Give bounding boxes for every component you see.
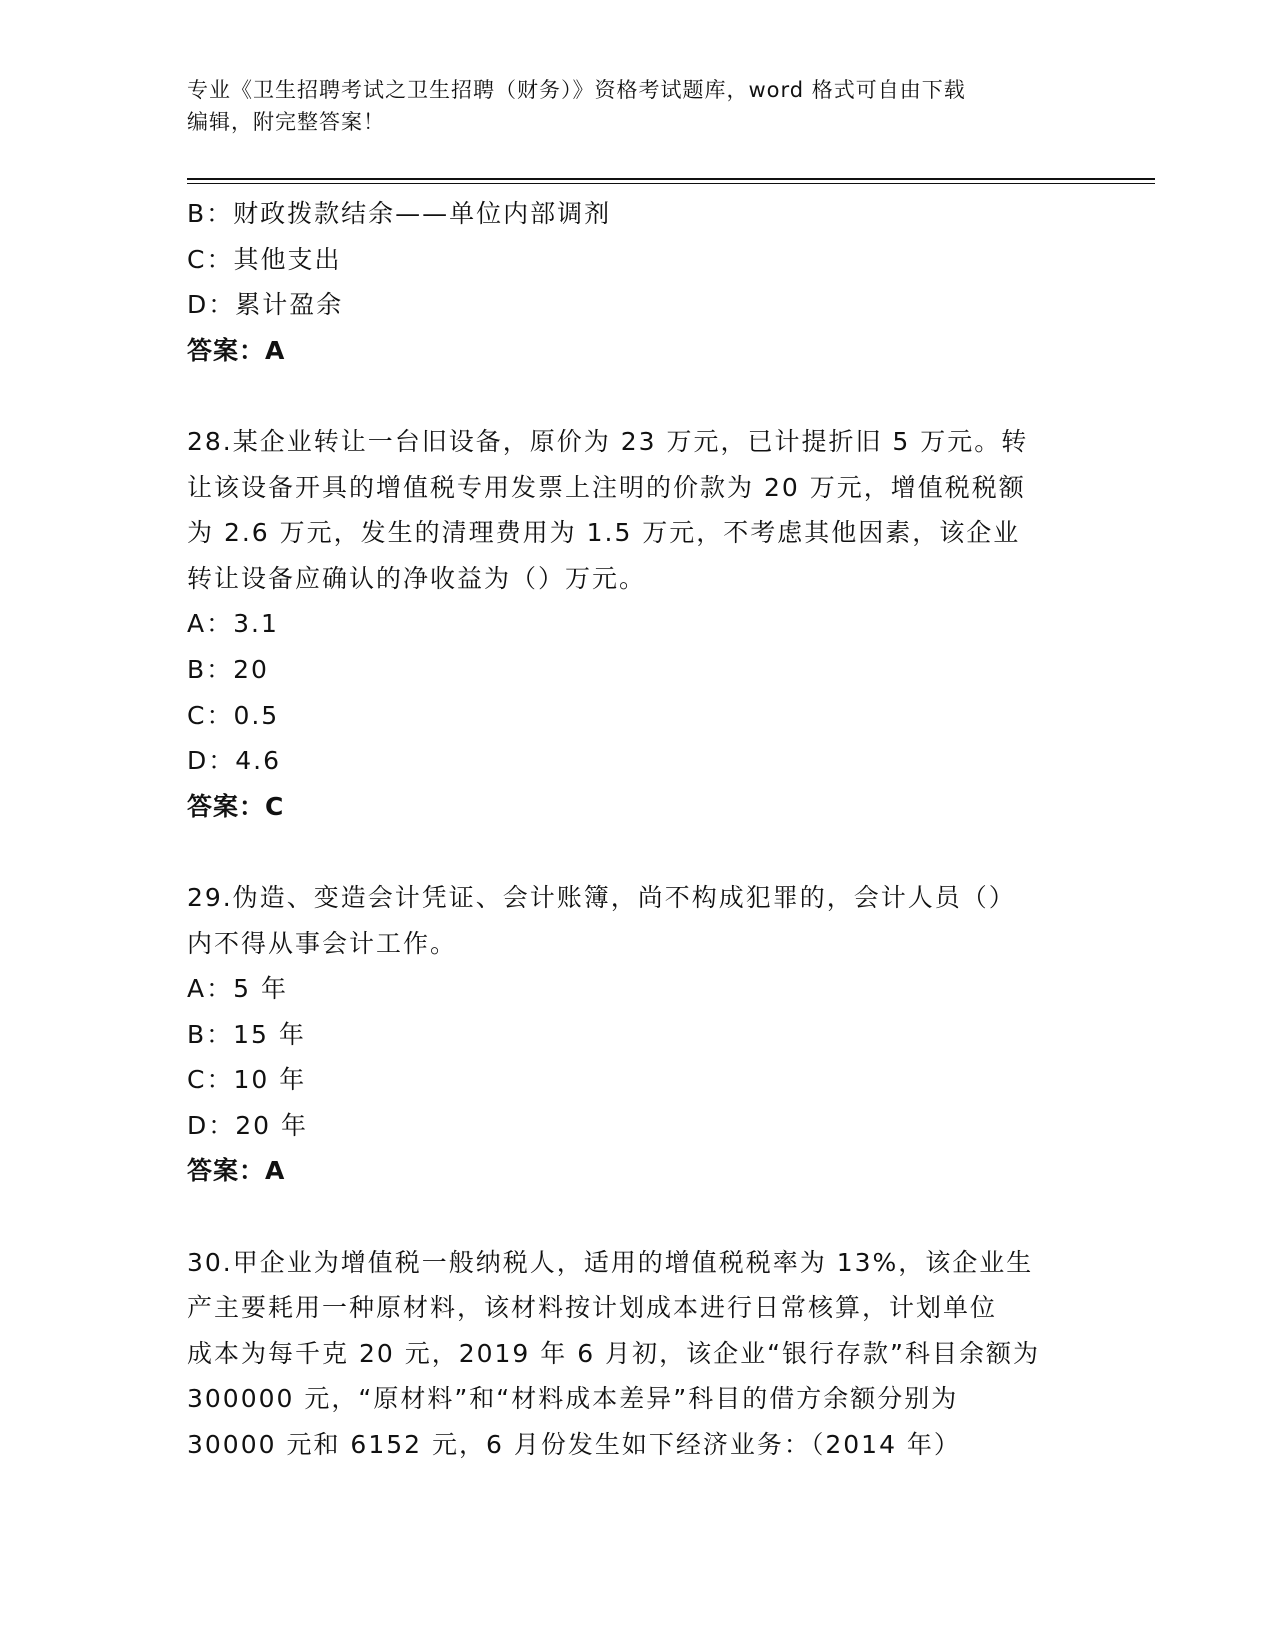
header-line-1: 专业《卫生招聘考试之卫生招聘（财务）》资格考试题库，word 格式可自由下载 [187, 78, 966, 102]
option-c: C：10 年 [187, 1065, 307, 1095]
option-d: D：20 年 [187, 1110, 309, 1140]
question-stem-line: 300000 元，“原材料”和“材料成本差异”科目的借方余额分别为 [187, 1384, 959, 1414]
question-28 [187, 419, 1087, 829]
question-30 [187, 1240, 1087, 1468]
question-stem-line: 30.甲企业为增值税一般纳税人，适用的增值税税率为 13%，该企业生 [187, 1247, 1034, 1277]
option-b: B：财政拨款结余——单位内部调剂 [187, 199, 612, 228]
page-header [187, 74, 1067, 138]
question-stem-line: 内不得从事会计工作。 [187, 928, 458, 958]
header-line-2: 编辑，附完整答案！ [187, 110, 385, 134]
question-stem-line: 成本为每千克 20 元，2019 年 6 月初，该企业“银行存款”科目余额为 [187, 1338, 1040, 1368]
option-d: D：累计盈余 [187, 290, 344, 320]
option-c: C：其他支出 [187, 244, 342, 274]
option-a: A：3.1 [187, 609, 279, 639]
spacer [187, 1194, 1087, 1240]
header-divider-thin [187, 183, 1155, 184]
spacer [187, 829, 1087, 875]
option-b: B：15 年 [187, 1019, 306, 1049]
question-29 [187, 875, 1087, 1194]
question-27-continued [187, 191, 1087, 373]
question-stem-line: 产主要耗用一种原材料，该材料按计划成本进行日常核算，计划单位 [187, 1293, 998, 1323]
answer-label: 答案：C [187, 791, 285, 821]
question-stem-line: 29.伪造、变造会计凭证、会计账簿，尚不构成犯罪的，会计人员（） [187, 882, 1016, 912]
question-stem-line: 转让设备应确认的净收益为（）万元。 [187, 563, 647, 593]
option-b: B：20 [187, 654, 269, 684]
option-c: C：0.5 [187, 700, 280, 730]
question-stem-line: 让该设备开具的增值税专用发票上注明的价款为 20 万元，增值税税额 [187, 472, 1026, 502]
question-stem-line: 30000 元和 6152 元，6 月份发生如下经济业务：（2014 年） [187, 1430, 961, 1460]
option-d: D：4.6 [187, 746, 282, 776]
answer-label: 答案：A [187, 335, 286, 365]
spacer [187, 373, 1087, 419]
question-stem-line: 28.某企业转让一台旧设备，原价为 23 万元，已计提折旧 5 万元。转 [187, 426, 1029, 456]
question-stem-line: 为 2.6 万元，发生的清理费用为 1.5 万元，不考虑其他因素，该企业 [187, 518, 1021, 548]
answer-label: 答案：A [187, 1156, 286, 1186]
header-divider-thick [187, 178, 1155, 180]
question-list [187, 191, 1087, 1468]
option-a: A：5 年 [187, 974, 288, 1004]
